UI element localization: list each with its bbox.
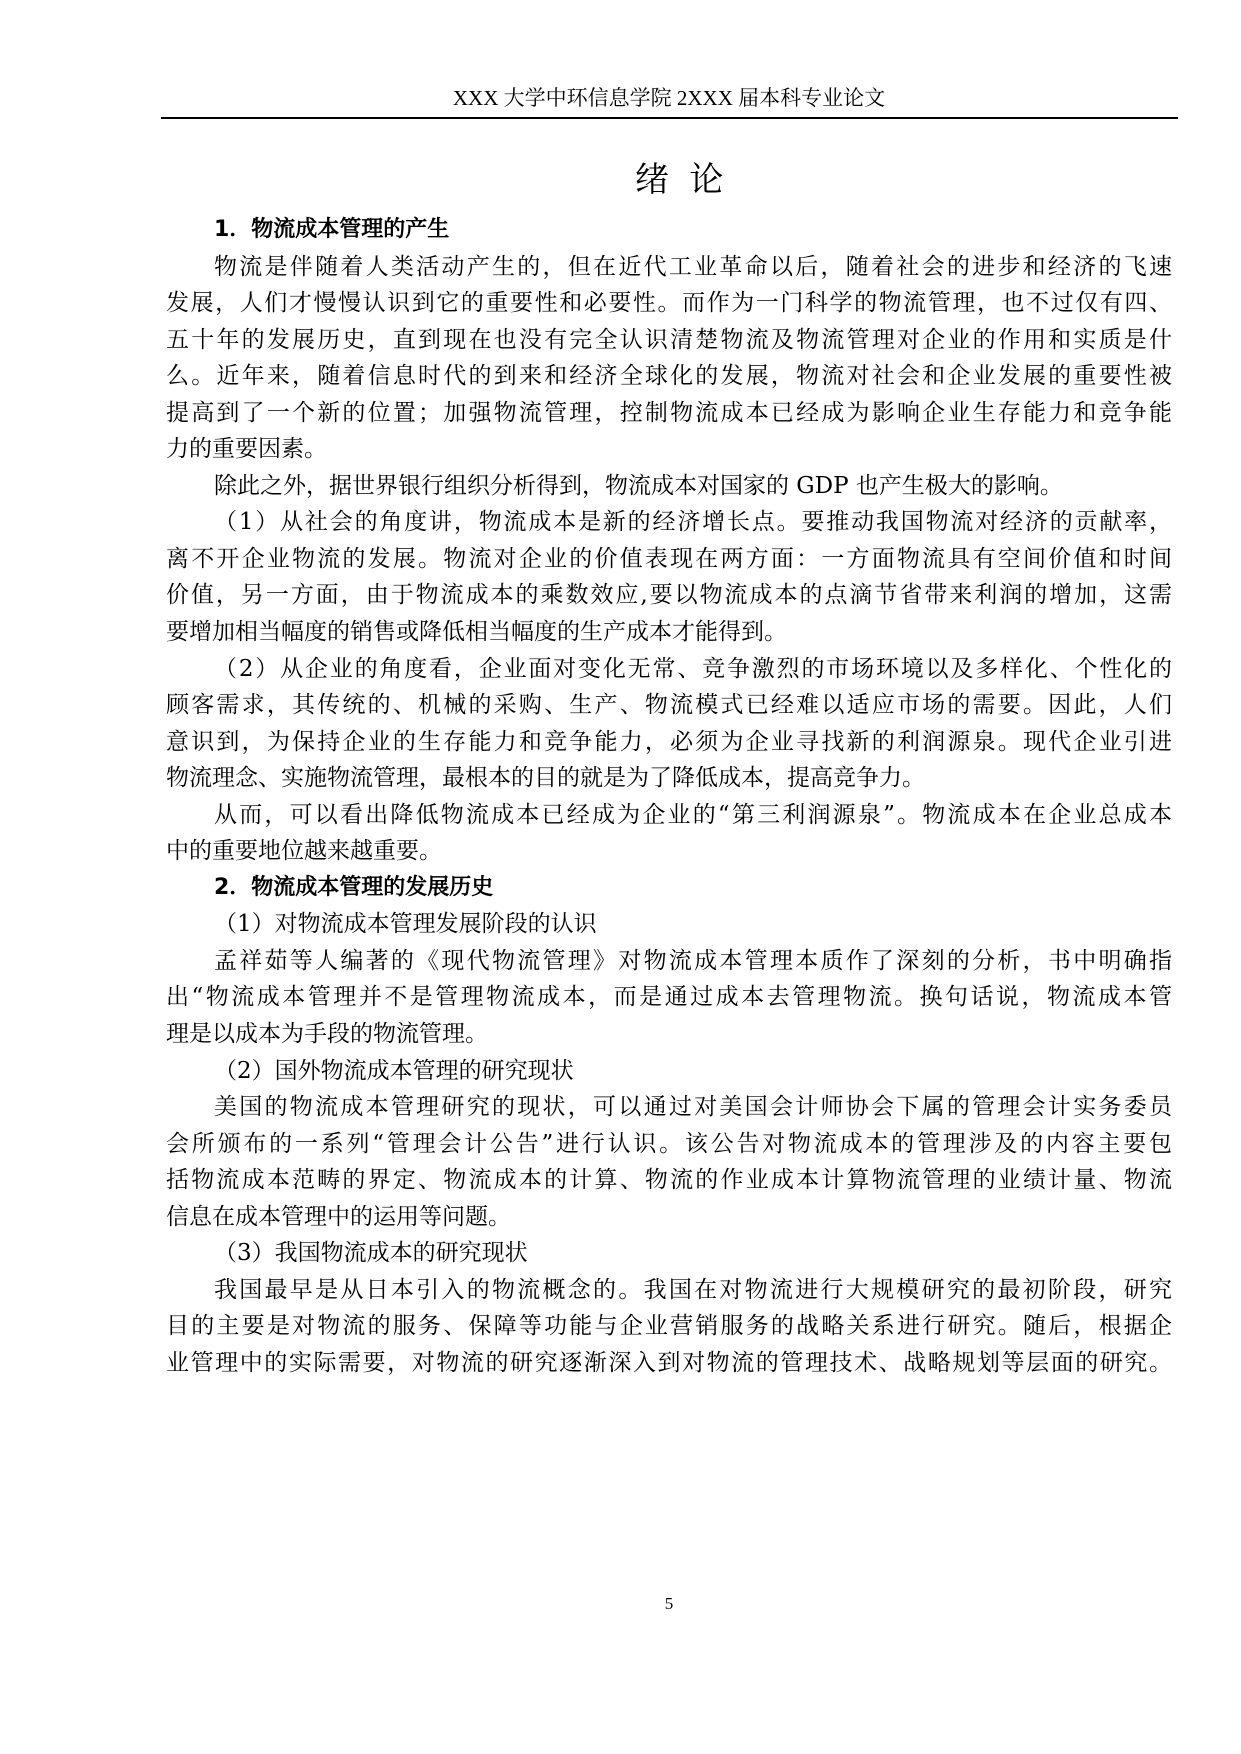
text-line: 从而，可以看出降低物流成本已经成为企业的“第三利润源泉”。物流成本在企业总成本 bbox=[214, 801, 1172, 828]
subsection-heading: （3）我国物流成本的研究现状 bbox=[214, 1240, 528, 1267]
text-line: 美国的物流成本管理研究的现状，可以通过对美国会计师协会下属的管理会计实务委员 bbox=[214, 1094, 1172, 1121]
text-line: 除此之外，据世界银行组织分析得到，物流成本对国家的 GDP 也产生极大的影响。 bbox=[214, 472, 1063, 499]
page-number: 5 bbox=[664, 1594, 674, 1613]
text-line: 物流是伴随着人类活动产生的，但在近代工业革命以后，随着社会的进步和经济的飞速 bbox=[214, 253, 1172, 280]
text-line: 力的重要因素。 bbox=[166, 436, 327, 463]
header-rule bbox=[161, 117, 1178, 119]
text-line: 提高到了一个新的位置；加强物流管理，控制物流成本已经成为影响企业生存能力和竞争能 bbox=[166, 399, 1172, 426]
text-line: 么。近年来，随着信息时代的到来和经济全球化的发展，物流对社会和企业发展的重要性被 bbox=[166, 363, 1172, 390]
text-line: 价值，另一方面，由于物流成本的乘数效应,要以物流成本的点滴节省带来利润的增加，这需 bbox=[166, 582, 1172, 609]
text-line: 要增加相当幅度的销售或降低相当幅度的生产成本才能得到。 bbox=[166, 619, 787, 646]
text-line: 目的主要是对物流的服务、保障等功能与企业营销服务的战略关系进行研究。随后，根据企 bbox=[166, 1313, 1172, 1340]
text-line: 我国最早是从日本引入的物流概念的。我国在对物流进行大规模研究的最初阶段，研究 bbox=[214, 1276, 1172, 1303]
subsection-heading: （1）对物流成本管理发展阶段的认识 bbox=[214, 911, 597, 938]
text-line: 业管理中的实际需要，对物流的研究逐渐深入到对物流的管理技术、战略规划等层面的研究。 bbox=[166, 1349, 1172, 1376]
text-line: 中的重要地位越来越重要。 bbox=[166, 838, 442, 865]
text-line: 信息在成本管理中的运用等问题。 bbox=[166, 1203, 511, 1230]
section-heading: 1．物流成本管理的产生 bbox=[214, 217, 450, 242]
text-line: （2）从企业的角度看，企业面对变化无常、竞争激烈的市场环境以及多样化、个性化的 bbox=[214, 655, 1172, 682]
running-header: XXX 大学中环信息学院 2XXX 届本科专业论文 bbox=[452, 86, 886, 110]
text-line: 发展，人们才慢慢认识到它的重要性和必要性。而作为一门科学的物流管理，也不过仅有四、 bbox=[166, 290, 1172, 317]
text-line: 会所颁布的一系列“管理会计公告”进行认识。该公告对物流成本的管理涉及的内容主要包 bbox=[166, 1130, 1172, 1157]
chapter-title: 绪论 bbox=[634, 160, 744, 200]
body-text bbox=[166, 212, 1172, 1382]
text-line: 离不开企业物流的发展。物流对企业的价值表现在两方面：一方面物流具有空间价值和时间 bbox=[166, 545, 1172, 572]
text-line: （1）从社会的角度讲，物流成本是新的经济增长点。要推动我国物流对经济的贡献率， bbox=[214, 509, 1172, 536]
subsection-heading: （2）国外物流成本管理的研究现状 bbox=[214, 1057, 574, 1084]
text-line: 理是以成本为手段的物流管理。 bbox=[166, 1021, 488, 1048]
text-line: 出“物流成本管理并不是管理物流成本，而是通过成本去管理物流。换句话说，物流成本管 bbox=[166, 984, 1172, 1011]
text-line: 孟祥茹等人编著的《现代物流管理》对物流成本管理本质作了深刻的分析，书中明确指 bbox=[214, 947, 1172, 974]
section-heading: 2．物流成本管理的发展历史 bbox=[214, 874, 494, 900]
text-line: 括物流成本范畴的界定、物流成本的计算、物流的作业成本计算物流管理的业绩计量、物流 bbox=[166, 1167, 1172, 1194]
text-line: 顾客需求，其传统的、机械的采购、生产、物流模式已经难以适应市场的需要。因此，人们 bbox=[166, 692, 1172, 719]
text-line: 五十年的发展历史，直到现在也没有完全认识清楚物流及物流管理对企业的作用和实质是什 bbox=[166, 326, 1172, 353]
text-line: 物流理念、实施物流管理，最根本的目的就是为了降低成本，提高竞争力。 bbox=[166, 765, 925, 792]
text-line: 意识到，为保持企业的生存能力和竞争能力，必须为企业寻找新的利润源泉。现代企业引进 bbox=[166, 728, 1172, 755]
